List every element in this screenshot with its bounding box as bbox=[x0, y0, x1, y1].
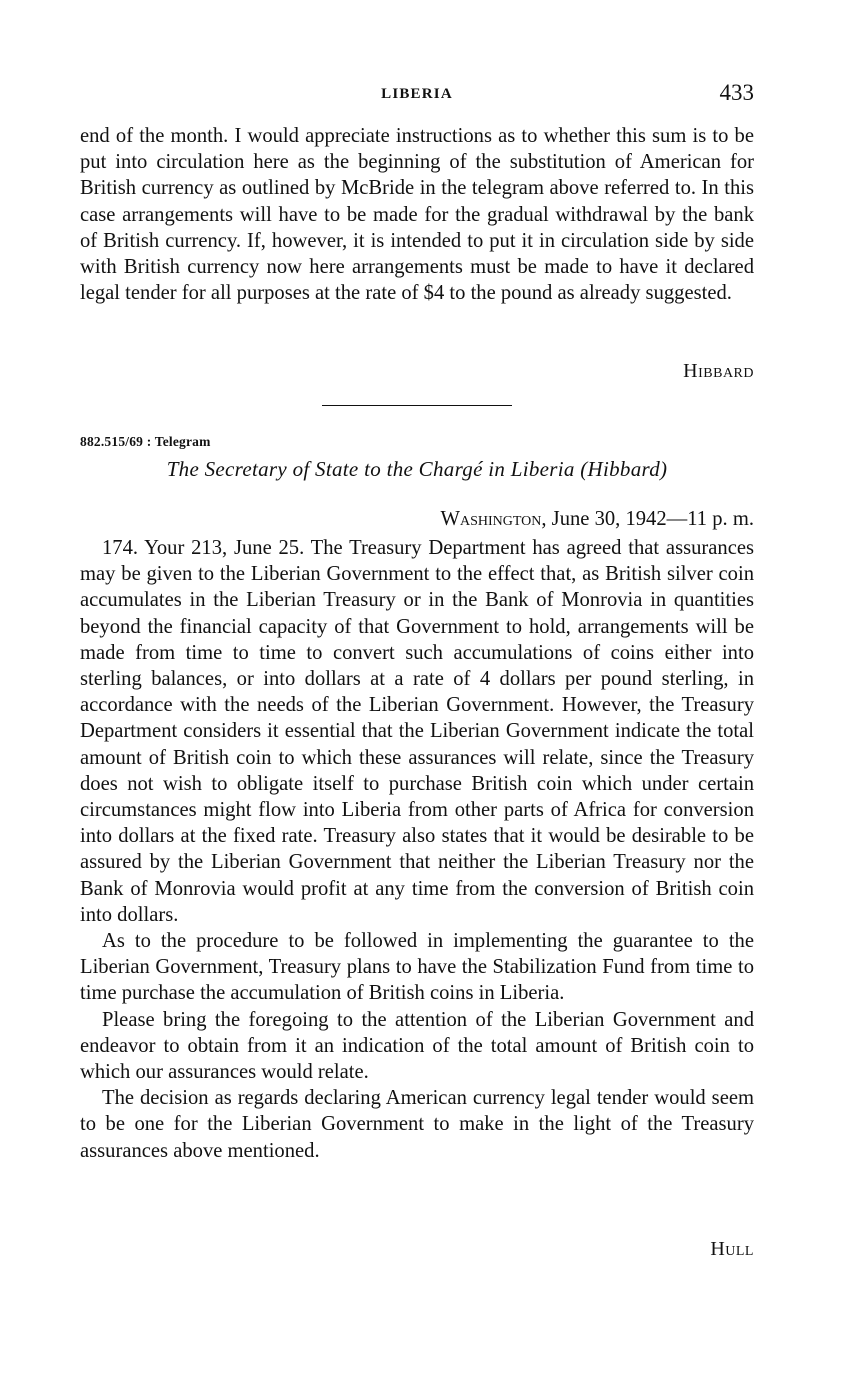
telegram-body bbox=[80, 535, 754, 1164]
dateline bbox=[441, 508, 754, 531]
continued-paragraph: end of the month. I would appreciate instructions as to whether this sum is to be put into circulation here as the beginning of the substitution of American for British currency as outlined by McBride in the telegram above referred to. In this case arrangements will have to be made for the gradual withdrawal by the bank of British currency. If, however, it is intended to put it in circulation side by side with British currency now here arrangements must be made to have it declared legal tender for all purposes at the rate of $4 to the pound as already suggested. bbox=[80, 125, 754, 305]
section-divider bbox=[322, 405, 512, 406]
body-paragraph: 174. Your 213, June 25. The Treasury Department has agreed that assurances may be given to the Liberian Government to the effect that, as British silver coin accumulates in the Liberian Treasury or in the Bank of Monrovia in quantities beyond the financial capacity of that Government to hold, arrangements will be made from time to time to convert such accumulations of coins either into sterling balances, or into dollars at a rate of 4 dollars per pound sterling, in accordance with the needs of the Liberian Government. However, the Treasury Department considers it essential that the Liberian Government indicate the total amount of British coin to which these assurances will relate, since the Treasury does not wish to obligate itself to purchase British coin which under certain circumstances might flow into Liberia from other parts of Africa for conversion into dollars at the fixed rate. Treasury also states that it would be desirable to be assured by the Liberian Government that neither the Liberian Treasury nor the Bank of Monrovia would profit at any time from the conversion of British coin into dollars. bbox=[80, 537, 754, 926]
page-number: 433 bbox=[719, 80, 754, 105]
signature-hibbard: Hibbard bbox=[683, 360, 754, 382]
body-paragraph: As to the procedure to be followed in implementing the guarantee to the Liberian Government, Treasury plans to have the Stabilization Fund from time to time purchase the accumulation of British coins in Liberia. bbox=[80, 930, 754, 1005]
dateline-date: June 30, 1942—11 p. m. bbox=[546, 508, 754, 530]
document-title: The Secretary of State to the Chargé in Liberia (Hibbard) bbox=[166, 457, 668, 481]
body-paragraph: Please bring the foregoing to the attention of the Liberian Government and endeavor to obtain from it an indication of the total amount of British coin to which our assurances would relate. bbox=[80, 1008, 754, 1084]
document-reference: 882.515/69 : Telegram bbox=[80, 434, 211, 449]
running-head bbox=[80, 82, 754, 112]
continued-telegram bbox=[80, 123, 754, 306]
body-paragraph: The decision as regards declaring American currency legal tender would seem to be one for the Liberian Government to make in the light of the Treasury assurances above mentioned. bbox=[80, 1087, 754, 1162]
running-title: LIBERIA bbox=[381, 86, 453, 102]
dateline-place: Washington, bbox=[440, 508, 547, 530]
signature-hull: Hull bbox=[710, 1238, 754, 1260]
